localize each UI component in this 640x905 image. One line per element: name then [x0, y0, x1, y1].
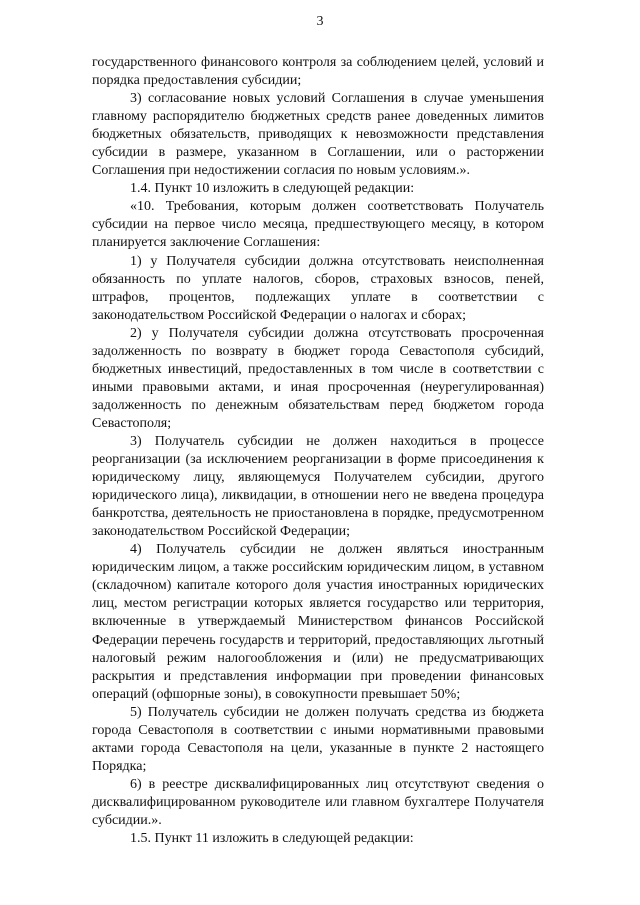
paragraph-requirement-5: 5) Получатель субсидии не должен получать средства из бюджета города Севастополя в соответствии с иными нормативными правовыми актами города Севастополя на цели, указанные в пункте 2 настоящего Порядка; [92, 704, 544, 774]
paragraph-clause-1-4: 1.4. Пункт 10 изложить в следующей редакции: [130, 181, 415, 197]
paragraph-item-3-agreement: 3) согласование новых условий Соглашения в случае уменьшения главному распорядителю бюджетных средств ранее доведенных лимитов бюджетных обязательств, приводящих к невозможности представления субсидии в размере, указанном в Соглашении, или о расторжении Соглашения при недостижении согласия по новым условиям.». [92, 91, 544, 179]
page-number: 3 [316, 14, 324, 29]
paragraph-clause-1-5: 1.5. Пункт 11 изложить в следующей редакции: [130, 831, 414, 847]
paragraph-requirement-1: 1) у Получателя субсидии должна отсутствовать неисполненная обязанность по уплате налогов, сборов, страховых взносов, пеней, штрафов, процентов, подлежащих уплате в соответствии с законодательством Российской Федерации о налогах и сборах; [92, 253, 544, 323]
paragraph-requirement-3: 3) Получатель субсидии не должен находиться в процессе реорганизации (за исключением реорганизации в форме присоединения к юридическому лицу, являющемуся Получателем субсидии, другого юридического лица), ликвидации, в отношении него не введена процедура банкротства, деятельность не приостановлена в порядке, предусмотренном законодательством Российской Федерации; [92, 433, 544, 540]
paragraph-point-10: «10. Требования, которым должен соответствовать Получатель субсидии на первое число месяца, предшествующего месяцу, в котором планируется заключение Соглашения: [92, 199, 544, 251]
paragraph-requirement-6: 6) в реестре дисквалифицированных лиц отсутствуют сведения о дисквалифицированном руководителе или главном бухгалтере Получателя субсидии.». [92, 776, 544, 828]
document-body [92, 54, 544, 848]
paragraph-requirement-4: 4) Получатель субсидии не должен являться иностранным юридическим лицом, а также российским юридическим лицом, в уставном (складочном) капитале которого доля участия иностранных юридических лиц, местом регистрации которых является государство или территория, включенные в утверждаемый Министерством финансов Российской Федерации перечень государств и территорий, предоставляющих льготный налоговый режим налогообложения и (или) не предусматривающих раскрытия и представления информации при проведении финансовых операций (офшорные зоны), в совокупности превышает 50%; [92, 542, 544, 702]
paragraph-continuation: государственного финансового контроля за соблюдением целей, условий и порядка предоставления субсидии; [92, 55, 544, 89]
paragraph-requirement-2: 2) у Получателя субсидии должна отсутствовать просроченная задолженность по возврату в бюджет города Севастополя субсидий, бюджетных инвестиций, предоставленных в том числе в соответствии с иными правовыми актами, и иная просроченная (неурегулированная) задолженность по денежным обязательствам перед бюджетом города Севастополя; [92, 325, 544, 431]
